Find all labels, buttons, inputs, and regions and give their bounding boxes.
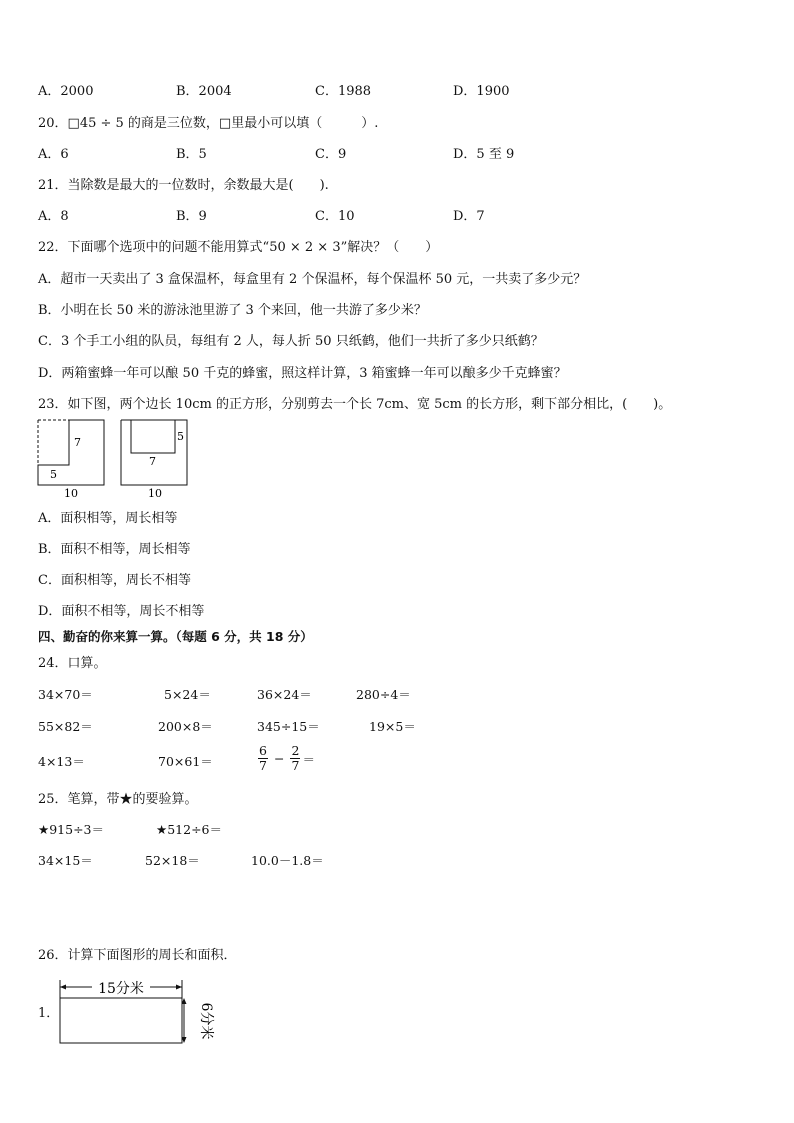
q25-r2-c2: 52×18＝ [145,853,200,868]
width-arrow-left [60,985,66,990]
q22-option-d: D．两箱蜜蜂一年可以酿 50 千克的蜂蜜，照这样计算，3 箱蜜蜂一年可以酿多少千克蜂蜜？ [38,366,567,381]
q22-option-c: C．3 个手工小组的队员，每组有 2 人，每人折 50 只纸鹤，他们一共折了多少只纸鹤？ [38,334,544,349]
q20-option-c: C．9 [315,147,347,162]
fig1-label-10: 10 [64,487,78,500]
q26-rectangle-figure [56,978,216,1048]
equals-sign: ＝ [302,751,315,767]
q23-figure-2 [119,418,199,500]
width-arrow-right [176,985,182,990]
fig2-label-5: 5 [177,430,184,443]
q20-option-d: D．5 至 9 [453,147,515,162]
q19-option-a: A．2000 [38,84,94,99]
height-label: 6分米 [198,1002,214,1040]
q24-r2-c4: 19×5＝ [369,719,416,734]
q20-stem: 20．□45 ÷ 5 的商是三位数，□里最小可以填（ ）. [38,116,379,131]
q21-option-b: B．9 [176,209,207,224]
minus-sign: − [274,751,285,766]
fig1-remaining-outline [38,420,104,485]
fraction-2-7: 2 7 [291,743,300,773]
fig2-label-7: 7 [149,455,156,468]
q26-item-number: 1． [38,1006,60,1021]
q24-r2-c1: 55×82＝ [38,719,93,734]
rectangle [60,998,182,1043]
q24-r1-c4: 280÷4＝ [356,687,411,702]
q23-figure-1 [36,418,116,500]
q23-option-b: B．面积不相等，周长相等 [38,542,191,557]
q24-stem: 24．口算。 [38,656,107,671]
q24-r3-c1: 4×13＝ [38,754,85,769]
q21-option-d: D．7 [453,209,485,224]
q25-r2-c1: 34×15＝ [38,853,93,868]
q22-stem: 22．下面哪个选项中的问题不能用算式“50 × 2 × 3”解决？（ ） [38,240,439,255]
q22-option-b: B．小明在长 50 米的游泳池里游了 3 个来回，他一共游了多少米？ [38,303,427,318]
q25-r1-c2: ★512÷6＝ [156,822,222,837]
q24-r3-c2: 70×61＝ [158,754,213,769]
fig1-label-7: 7 [74,436,81,449]
fraction-6-7: 6 7 [259,743,267,773]
q24-r1-c1: 34×70＝ [38,687,93,702]
q25-r2-c3: 10.0－1.8＝ [251,853,324,868]
q21-option-c: C．10 [315,209,355,224]
q19-option-c: C．1988 [315,84,372,99]
q25-r1-c1: ★915÷3＝ [38,822,104,837]
q24-r2-c2: 200×8＝ [158,719,213,734]
q23-option-a: A．面积相等，周长相等 [38,511,178,526]
q20-option-b: B．5 [176,147,207,162]
q19-option-d: D．1900 [453,84,510,99]
q19-option-b: B．2004 [176,84,232,99]
q26-stem: 26．计算下面图形的周长和面积． [38,948,237,963]
q24-r2-c3: 345÷15＝ [257,719,320,734]
q20-option-a: A．6 [38,147,69,162]
q23-option-c: C．面积相等，周长不相等 [38,573,191,588]
q21-stem: 21．当除数是最大的一位数时，余数最大是( ). [38,178,329,193]
section-4-title: 四、勤奋的你来算一算。（每题 6 分，共 18 分） [38,629,313,644]
q23-stem: 23．如下图，两个边长 10cm 的正方形，分别剪去一个长 7cm、宽 5cm 的长方形，剩下部分相比，( )。 [38,397,672,412]
q24-r1-c2: 5×24＝ [164,687,211,702]
q24-fraction-expression [256,744,315,773]
q24-r1-c3: 36×24＝ [257,687,312,702]
q22-option-a: A．超市一天卖出了 3 盒保温杯，每盒里有 2 个保温杯，每个保温杯 50 元，一共卖了多少元？ [38,272,587,287]
q21-option-a: A．8 [38,209,69,224]
q23-option-d: D．面积不相等，周长不相等 [38,604,205,619]
q25-stem: 25．笔算，带★的要验算。 [38,792,198,807]
fig2-label-10: 10 [148,487,162,500]
fig1-label-5: 5 [50,468,57,481]
width-label: 15分米 [98,981,144,997]
